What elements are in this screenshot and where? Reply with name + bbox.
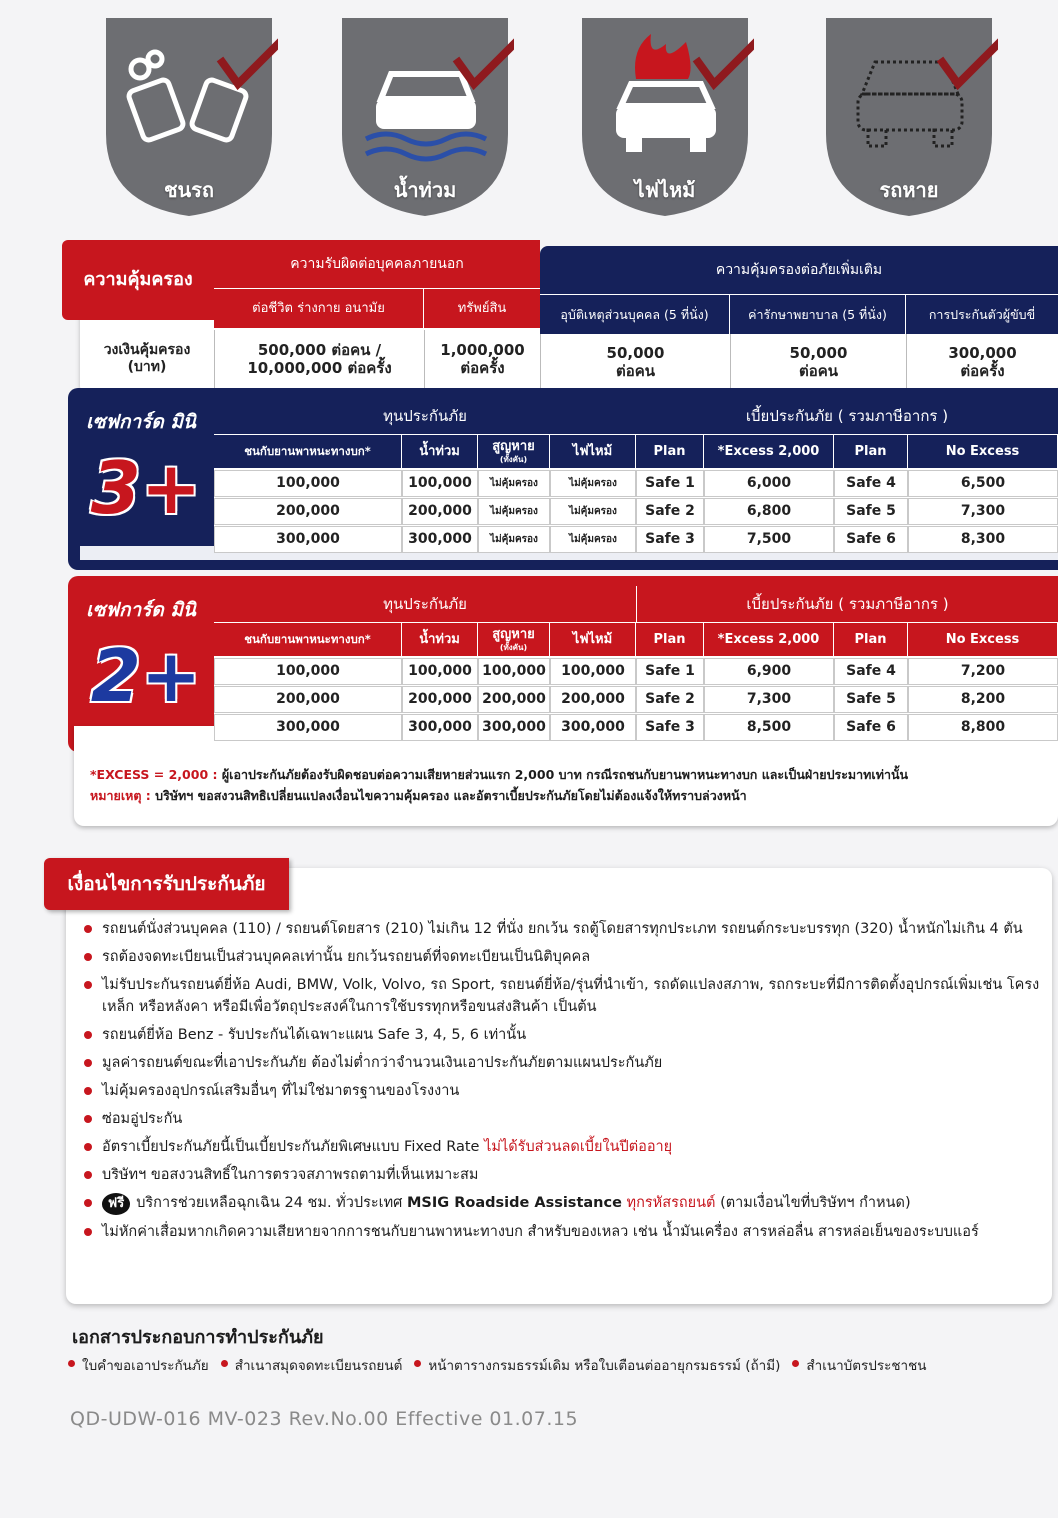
condition-item-fixed-rate: อัตราเบี้ยประกันภัยนี้เป็นเบี้ยประกันภัยพิเศษแบบ Fixed Rate ไม่ได้รับส่วนลดเบี้ยในปีต่ออายุ xyxy=(80,1136,1040,1158)
table-cell: 300,000 xyxy=(478,714,550,741)
table-cell: Safe 5 xyxy=(834,498,908,525)
table-cell: Safe 3 xyxy=(636,526,704,553)
extra-header: ความคุ้มครองต่อภัยเพิ่มเติม xyxy=(540,246,1058,294)
column-header: *Excess 2,000 xyxy=(704,434,834,468)
notes xyxy=(90,764,1058,806)
table-cell: 8,800 xyxy=(908,714,1058,741)
condition-item: ไม่คุ้มครองอุปกรณ์เสริมอื่นๆ ที่ไม่ใช่มาตรฐานของโรงงาน xyxy=(80,1080,1040,1102)
column-header: *Excess 2,000 xyxy=(704,622,834,656)
column-header: No Excess xyxy=(908,622,1058,656)
shield-label: ชนรถ xyxy=(163,178,215,202)
column-header: น้ำท่วม xyxy=(402,434,478,468)
table-cell: Safe 6 xyxy=(834,714,908,741)
document-code: QD-UDW-016 MV-023 Rev.No.00 Effective 01.07.15 xyxy=(70,1408,579,1430)
bail-header: การประกันตัวผู้ขับขี่ xyxy=(906,294,1058,334)
table-cell: Safe 2 xyxy=(636,686,704,713)
table-cell: 100,000 xyxy=(402,470,478,497)
table-cell: ไม่คุ้มครอง xyxy=(478,526,550,553)
accident-header: อุบัติเหตุส่วนบุคคล (5 ที่นั่ง) xyxy=(540,294,730,334)
premium-header: เบี้ยประกันภัย ( รวมภาษีอากร ) xyxy=(636,398,1058,434)
condition-item: ซ่อมอู่ประกัน xyxy=(80,1108,1040,1130)
limit-label: วงเงินคุ้มครอง (บาท) xyxy=(103,342,191,375)
condition-item-depreciation: ไม่หักค่าเสื่อมหากเกิดความเสียหายจากการชนกับยานพาหนะทางบก สำหรับของเหลว เช่น น้ำมันเครื่อง สารหล่อลื่น สารหล่อเย็นของระบบแอร์ xyxy=(80,1221,1040,1243)
accident-value: 50,000 ต่อคน xyxy=(540,334,730,390)
third-party-header: ความรับผิดต่อบุคคลภายนอก xyxy=(214,240,540,288)
table-cell: 7,300 xyxy=(704,686,834,713)
premium-header: เบี้ยประกันภัย ( รวมภาษีอากร ) xyxy=(636,586,1058,622)
condition-item: รถยนต์ยี่ห้อ Benz - รับประกันได้เฉพาะแผน Safe 3, 4, 5, 6 เท่านั้น xyxy=(80,1024,1040,1046)
sum-insured-header: ทุนประกันภัย xyxy=(214,398,636,434)
table-cell: 100,000 xyxy=(214,470,402,497)
shield-label: น้ำท่วม xyxy=(393,178,457,202)
condition-item: ไม่รับประกันรถยนต์ยี่ห้อ Audi, BMW, Volk, Volvo, รถ Sport, รถยนต์ยี่ห้อ/รุ่นที่นำเข้า, รถดัดแปลงสภาพ, รถกระบะที่มีการติดตั้งอุปกรณ์เพิ่มเช่น โครงเหล็ก หรือหลังคา หรือมีเพื่อวัตถุประสงค์ในการใช้บรรทุกหรือขนส่งสินค้า เป็นต้น xyxy=(80,974,1040,1018)
excess-label: *EXCESS = 2,000 : xyxy=(90,767,218,782)
column-header: Plan xyxy=(834,434,908,468)
table-cell: 6,000 xyxy=(704,470,834,497)
table-cell: ไม่คุ้มครอง xyxy=(550,470,636,497)
document-item: หน้าตารางกรมธรรม์เดิม หรือใบเตือนต่ออายุกรมธรรม์ (ถ้ามี) xyxy=(412,1354,780,1376)
table-cell: Safe 1 xyxy=(636,470,704,497)
table-cell: 6,900 xyxy=(704,658,834,685)
table-cell: 8,300 xyxy=(908,526,1058,553)
table-cell: 7,300 xyxy=(908,498,1058,525)
property-header: ทรัพย์สิน xyxy=(424,288,540,328)
shield-label: ไฟไหม้ xyxy=(634,178,696,202)
medical-value: 50,000 ต่อคน xyxy=(730,334,906,390)
document-item: สำเนาบัตรประชาชน xyxy=(790,1354,926,1376)
documents-title: เอกสารประกอบการทำประกันภัย xyxy=(72,1327,324,1348)
table-cell: 7,500 xyxy=(704,526,834,553)
coverage-icons xyxy=(100,14,1040,224)
table-cell: Safe 2 xyxy=(636,498,704,525)
condition-item: มูลค่ารถยนต์ขณะที่เอาประกันภัย ต้องไม่ต่ำกว่าจำนวนเงินเอาประกันภัยตามแผนประกันภัย xyxy=(80,1052,1040,1074)
column-header: ชนกับยานพาหนะทางบก* xyxy=(214,622,402,656)
table-cell: 100,000 xyxy=(550,658,636,685)
plan-2plus-table xyxy=(56,576,1058,826)
shield-fire xyxy=(576,14,754,219)
column-header: ไฟไหม้ xyxy=(550,622,636,656)
table-cell: 8,500 xyxy=(704,714,834,741)
table-cell: 100,000 xyxy=(478,658,550,685)
document-item: ใบคำขอเอาประกันภัย xyxy=(66,1354,209,1376)
table-cell: 8,200 xyxy=(908,686,1058,713)
column-header: Plan xyxy=(636,434,704,468)
table-cell: Safe 6 xyxy=(834,526,908,553)
plan-name: เซฟการ์ด มินิ xyxy=(86,598,196,621)
coverage-table xyxy=(62,240,1058,392)
table-cell: ไม่คุ้มครอง xyxy=(550,498,636,525)
table-cell: 300,000 xyxy=(402,526,478,553)
column-header: สูญหาย (ทั้งคัน) xyxy=(478,622,550,656)
table-cell: 300,000 xyxy=(402,714,478,741)
column-header: ชนกับยานพาหนะทางบก* xyxy=(214,434,402,468)
plan-badge: 3+ xyxy=(90,445,202,530)
table-cell: 200,000 xyxy=(478,686,550,713)
life-value: 500,000 ต่อคน / 10,000,000 ต่อครั้ง xyxy=(214,330,424,388)
column-header: Plan xyxy=(636,622,704,656)
table-cell: 100,000 xyxy=(402,658,478,685)
document-item: สำเนาสมุดจดทะเบียนรถยนต์ xyxy=(219,1354,403,1376)
table-cell: Safe 3 xyxy=(636,714,704,741)
free-badge: ฟรี xyxy=(102,1193,130,1215)
column-header: น้ำท่วม xyxy=(402,622,478,656)
table-cell: 300,000 xyxy=(214,714,402,741)
table-cell: Safe 4 xyxy=(834,658,908,685)
bail-value: 300,000 ต่อครั้ง xyxy=(906,334,1058,390)
condition-item: บริษัทฯ ขอสงวนสิทธิ์ในการตรวจสภาพรถตามที่เห็นเหมาะสม xyxy=(80,1164,1040,1186)
table-cell: 200,000 xyxy=(402,686,478,713)
documents-list xyxy=(66,1354,1056,1376)
shield-flood xyxy=(336,14,514,219)
property-value: 1,000,000 ต่อครั้ง xyxy=(424,330,540,388)
conditions-title: เงื่อนไขการรับประกันภัย xyxy=(44,858,289,910)
table-cell: ไม่คุ้มครอง xyxy=(478,498,550,525)
table-cell: 300,000 xyxy=(214,526,402,553)
condition-item-roadside: ฟรี บริการช่วยเหลือฉุกเฉิน 24 ชม. ทั่วประเทศ MSIG Roadside Assistance ทุกรหัสรถยนต์ (ตามเงื่อนไขที่บริษัทฯ กำหนด) xyxy=(80,1192,1040,1215)
table-cell: 200,000 xyxy=(550,686,636,713)
table-cell: 200,000 xyxy=(214,498,402,525)
table-cell: 6,500 xyxy=(908,470,1058,497)
sum-insured-header: ทุนประกันภัย xyxy=(214,586,636,622)
table-cell: 200,000 xyxy=(402,498,478,525)
table-cell: ไม่คุ้มครอง xyxy=(550,526,636,553)
coverage-title: ความคุ้มครอง xyxy=(62,240,214,320)
table-cell: 300,000 xyxy=(550,714,636,741)
table-cell: 6,800 xyxy=(704,498,834,525)
conditions-list xyxy=(80,918,1040,1249)
table-cell: Safe 5 xyxy=(834,686,908,713)
life-header: ต่อชีวิต ร่างกาย อนามัย xyxy=(214,288,424,328)
table-cell: ไม่คุ้มครอง xyxy=(478,470,550,497)
condition-item: รถยนต์นั่งส่วนบุคคล (110) / รถยนต์โดยสาร (210) ไม่เกิน 12 ที่นั่ง ยกเว้น รถตู้โดยสารทุกประเภท รถยนต์กระบะบรรทุก (320) น้ำหนักไม่เกิน 4 ตัน xyxy=(80,918,1040,940)
column-header: No Excess xyxy=(908,434,1058,468)
column-header: สูญหาย (ทั้งคัน) xyxy=(478,434,550,468)
excess-text: ผู้เอาประกันภัยต้องรับผิดชอบต่อความเสียหายส่วนแรก 2,000 บาท กรณีรถชนกับยานพาหนะทางบก และเป็นฝ่ายประมาทเท่านั้น xyxy=(221,767,909,782)
shield-label: รถหาย xyxy=(879,178,939,202)
plan-badge: 2+ xyxy=(90,633,202,718)
condition-item: รถต้องจดทะเบียนเป็นส่วนบุคคลเท่านั้น ยกเว้นรถยนต์ที่จดทะเบียนเป็นนิติบุคคล xyxy=(80,946,1040,968)
column-header: Plan xyxy=(834,622,908,656)
column-header: ไฟไหม้ xyxy=(550,434,636,468)
remark-label: หมายเหตุ : xyxy=(90,788,151,803)
table-cell: 200,000 xyxy=(214,686,402,713)
shield-theft xyxy=(820,14,998,219)
table-cell: 7,200 xyxy=(908,658,1058,685)
shield-crash xyxy=(100,14,278,219)
table-cell: 100,000 xyxy=(214,658,402,685)
table-cell: Safe 1 xyxy=(636,658,704,685)
medical-header: ค่ารักษาพยาบาล (5 ที่นั่ง) xyxy=(730,294,906,334)
plan-name: เซฟการ์ด มินิ xyxy=(86,410,196,433)
remark-text: บริษัทฯ ขอสงวนสิทธิเปลี่ยนแปลงเงื่อนไขความคุ้มครอง และอัตราเบี้ยประกันภัยโดยไม่ต้องแจ้งให้ทราบล่วงหน้า xyxy=(155,788,747,803)
plan-3plus-table xyxy=(56,388,1058,570)
table-cell: Safe 4 xyxy=(834,470,908,497)
